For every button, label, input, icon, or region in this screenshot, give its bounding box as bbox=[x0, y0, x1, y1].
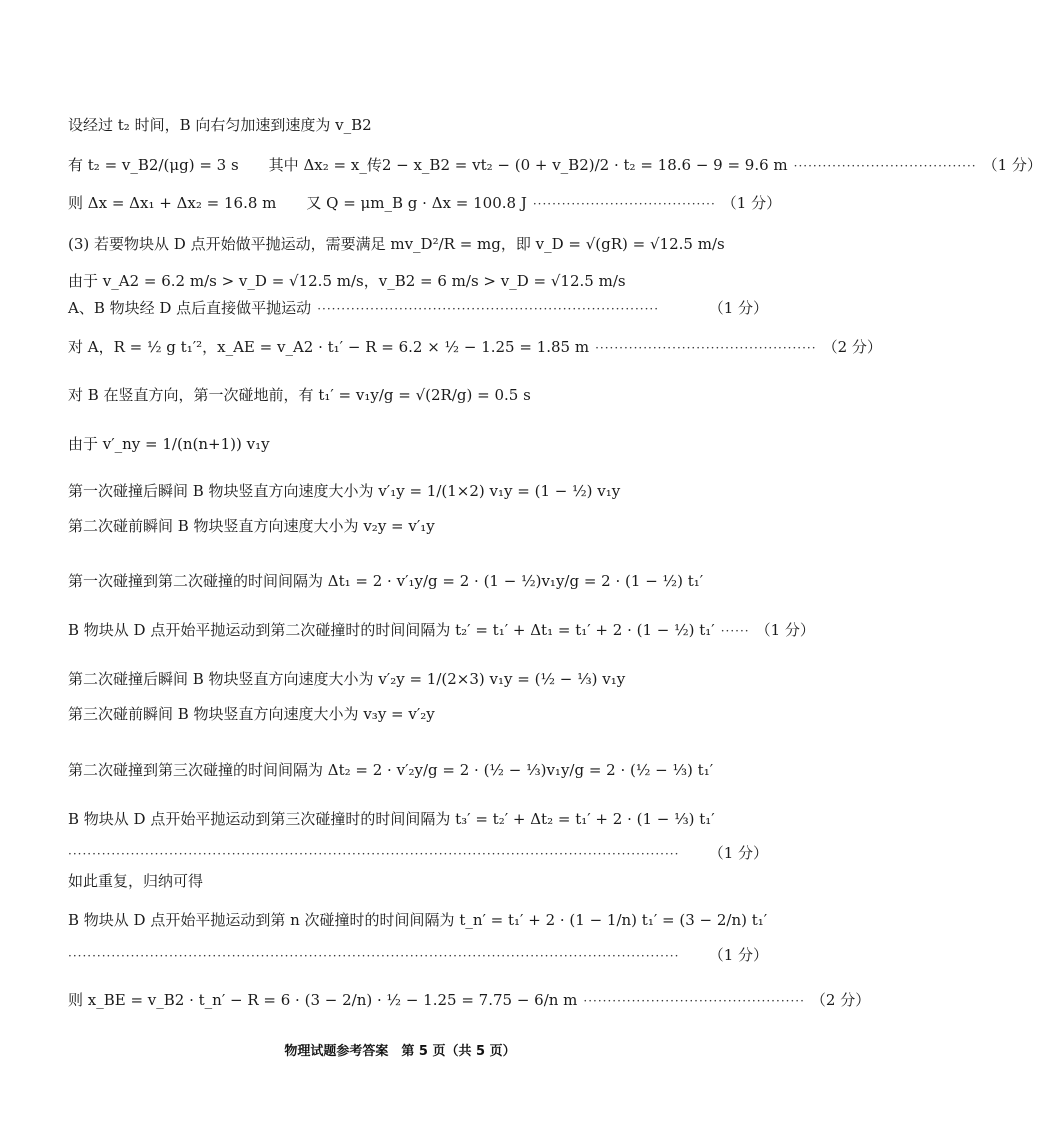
solution-line-13 bbox=[68, 621, 815, 639]
equation-text: 有 t₂ = v_B2/(μg) = 3 s 其中 Δx₂ = x_传2 − x_B2 = vt₂ − (0 + v_B2)/2 · t₂ = 18.6 − 9 = 9.6 m bbox=[68, 156, 788, 174]
equation-text: 由于 v_A2 = 6.2 m/s > v_D = √12.5 m/s，v_B2 = 6 m/s > v_D = √12.5 m/s bbox=[68, 272, 626, 290]
leader-dots: ·············································· bbox=[595, 340, 817, 355]
equation-text: 第二次碰前瞬间 B 物块竖直方向速度大小为 v₂y = v′₁y bbox=[68, 517, 435, 535]
score-label: （1 分） bbox=[982, 156, 1042, 174]
solution-line-17 bbox=[68, 812, 768, 827]
solution-line-1 bbox=[68, 118, 768, 133]
page-footer: 物理试题参考答案 第 5 页（共 5 页） bbox=[284, 1044, 516, 1059]
equation-text: B 物块从 D 点开始平抛运动到第 n 次碰撞时的时间间隔为 t_n′ = t₁′ + 2 · (1 − 1/n) t₁′ = (3 − 2/n) t₁′ bbox=[68, 911, 768, 929]
solution-line-21 bbox=[68, 948, 768, 963]
score-label: （2 分） bbox=[822, 338, 882, 356]
equation-text: 第一次碰撞到第二次碰撞的时间间隔为 Δt₁ = 2 · v′₁y/g = 2 · (1 − ½)v₁y/g = 2 · (1 − ½) t₁′ bbox=[68, 572, 704, 590]
equation-text: 设经过 t₂ 时间，B 向右匀加速到速度为 v_B2 bbox=[68, 116, 372, 134]
equation-text: 第一次碰撞后瞬间 B 物块竖直方向速度大小为 v′₁y = 1/(1×2) v₁y = (1 − ½) v₁y bbox=[68, 482, 621, 500]
equation-text: 由于 v′_ny = 1/(n(n+1)) v₁y bbox=[68, 435, 270, 453]
solution-line-18 bbox=[68, 846, 768, 861]
solution-line-19 bbox=[68, 874, 768, 889]
equation-text: 第二次碰撞后瞬间 B 物块竖直方向速度大小为 v′₂y = 1/(2×3) v₁y = (½ − ⅓) v₁y bbox=[68, 670, 626, 688]
leader-dots: ······························································································································· bbox=[68, 846, 680, 861]
equation-text: 第三次碰前瞬间 B 物块竖直方向速度大小为 v₃y = v′₂y bbox=[68, 705, 435, 723]
leader-dots: ······ bbox=[720, 623, 750, 638]
equation-text: 对 B 在竖直方向，第一次碰地前，有 t₁′ = v₁y/g = √(2R/g) = 0.5 s bbox=[68, 386, 531, 404]
equation-text: 对 A，R = ½ g t₁′²，x_AE = v_A2 · t₁′ − R = 6.2 × ½ − 1.25 = 1.85 m bbox=[68, 338, 590, 356]
score-label: （1 分） bbox=[708, 844, 768, 862]
equation-text: B 物块从 D 点开始平抛运动到第三次碰撞时的时间间隔为 t₃′ = t₂′ + Δt₂ = t₁′ + 2 · (1 − ⅓) t₁′ bbox=[68, 810, 715, 828]
score-label: （1 分） bbox=[721, 194, 782, 212]
equation-text: (3) 若要物块从 D 点开始做平抛运动，需要满足 mv_D²/R = mg，即 v_D = √(gR) = √12.5 m/s bbox=[68, 235, 725, 253]
solution-line-16 bbox=[68, 763, 768, 778]
score-label: （1 分） bbox=[708, 946, 768, 964]
score-label: （2 分） bbox=[810, 991, 871, 1009]
solution-line-10 bbox=[68, 484, 768, 499]
equation-text: 如此重复，归纳可得 bbox=[68, 872, 204, 890]
equation-text: 则 x_BE = v_B2 · t_n′ − R = 6 · (3 − 2/n) · ½ − 1.25 = 7.75 − 6/n m bbox=[68, 991, 578, 1009]
leader-dots: ······································ bbox=[532, 196, 716, 211]
equation-text: 第二次碰撞到第三次碰撞的时间间隔为 Δt₂ = 2 · v′₂y/g = 2 · (½ − ⅓)v₁y/g = 2 · (½ − ⅓) t₁′ bbox=[68, 761, 714, 779]
solution-line-3 bbox=[68, 194, 782, 212]
solution-line-7 bbox=[68, 338, 882, 356]
score-label: （1 分） bbox=[708, 299, 768, 317]
solution-line-6 bbox=[68, 301, 768, 316]
equation-text: 则 Δx = Δx₁ + Δx₂ = 16.8 m 又 Q = μm_B g · Δx = 100.8 J bbox=[68, 194, 527, 212]
leader-dots: ······································ bbox=[793, 158, 977, 173]
solution-line-22 bbox=[68, 991, 871, 1009]
solution-line-15 bbox=[68, 707, 768, 722]
score-label: （1 分） bbox=[755, 621, 815, 639]
leader-dots: ······································································· bbox=[317, 301, 660, 316]
solution-line-12 bbox=[68, 574, 768, 589]
solution-line-4 bbox=[68, 237, 768, 252]
solution-line-20 bbox=[68, 913, 768, 928]
solution-line-14 bbox=[68, 672, 768, 687]
solution-line-2 bbox=[68, 156, 1042, 174]
solution-line-8 bbox=[68, 388, 768, 403]
solution-line-9 bbox=[68, 437, 768, 452]
solution-line-5 bbox=[68, 274, 768, 289]
equation-text: A、B 物块经 D 点后直接做平抛运动 bbox=[68, 299, 312, 317]
solution-line-11 bbox=[68, 519, 768, 534]
equation-text: B 物块从 D 点开始平抛运动到第二次碰撞时的时间间隔为 t₂′ = t₁′ + Δt₁ = t₁′ + 2 · (1 − ½) t₁′ bbox=[68, 621, 715, 639]
leader-dots: ·············································· bbox=[583, 993, 805, 1008]
leader-dots: ······························································································································· bbox=[68, 948, 680, 963]
